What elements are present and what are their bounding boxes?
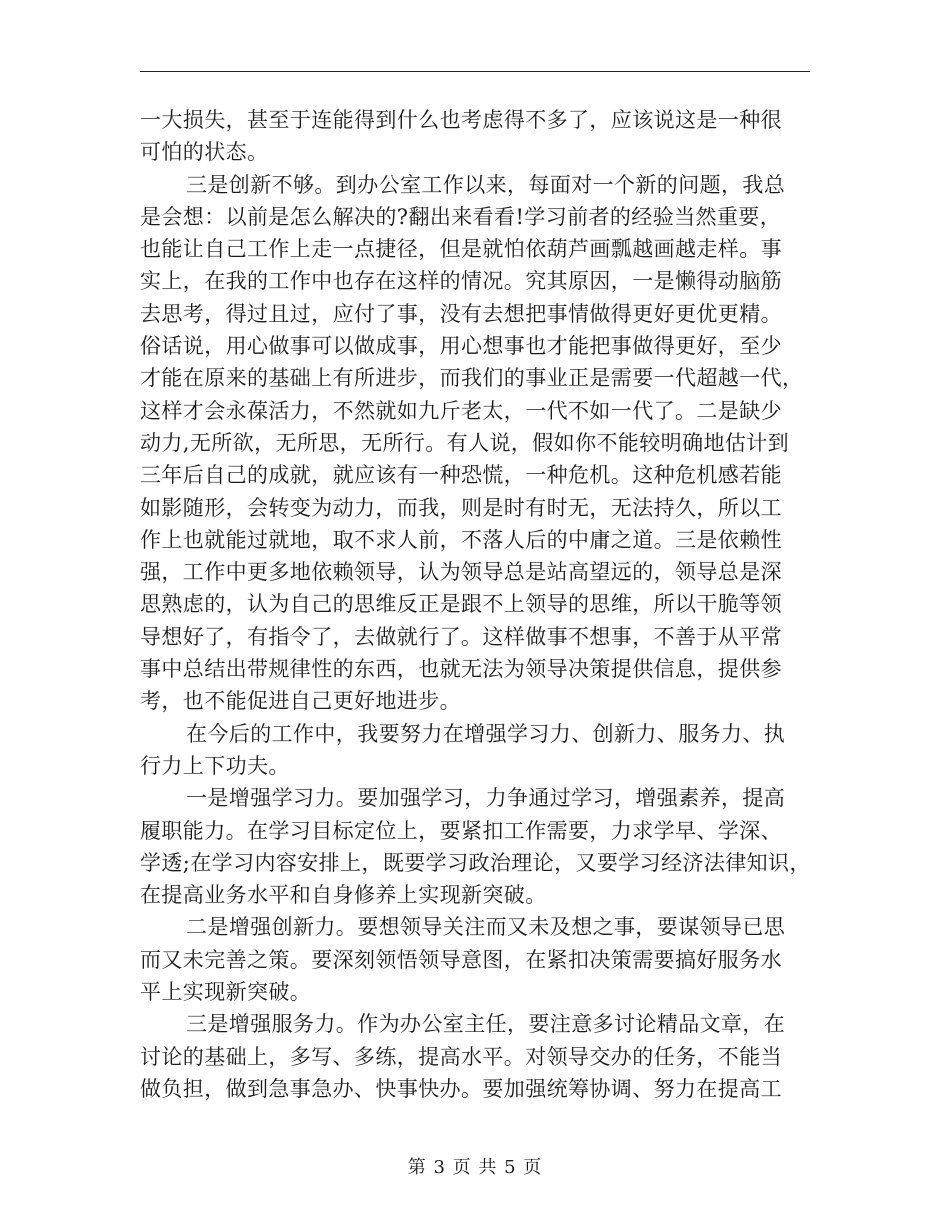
- text-line: 去思考，得过且过，应付了事，没有去想把事情做得更好更优更精。: [140, 301, 782, 326]
- paragraph-first-line: 在今后的工作中，我要努力在增强学习力、创新力、服务力、执: [186, 721, 786, 746]
- text-line: 平上实现新突破。: [140, 980, 312, 1005]
- text-line: 而又未完善之策。要深刻领悟领导意图，在紧扣决策需要搞好服务水: [140, 947, 782, 972]
- text-line: 可怕的状态。: [140, 140, 269, 165]
- text-line: 俗话说，用心做事可以做成事，用心想事也才能把事做得更好，至少: [140, 334, 782, 359]
- paragraph-first-line: 三是增强服务力。作为办公室主任，要注意多讨论精品文章，在: [186, 1012, 786, 1037]
- document-body: [140, 104, 812, 1105]
- text-line: 履职能力。在学习目标定位上，要紧扣工作需要，力求学早、学深、: [140, 818, 782, 843]
- text-line: 考，也不能促进自己更好地进步。: [140, 689, 461, 714]
- text-line: 也能让自己工作上走一点捷径，但是就怕依葫芦画瓢越画越走样。事: [140, 237, 782, 262]
- paragraph-first-line: 三是创新不够。到办公室工作以来，每面对一个新的问题，我总: [186, 172, 786, 197]
- text-line: 如影随形，会转变为动力，而我，则是时有时无，无法持久，所以工: [140, 495, 782, 520]
- text-line: 学透;在学习内容安排上，既要学习政治理论，又要学习经济法律知识，: [140, 850, 811, 875]
- text-line: 作上也就能过就地，取不求人前，不落人后的中庸之道。三是依赖性: [140, 527, 782, 552]
- header-divider: [140, 71, 810, 72]
- text-line: 这样才会永葆活力，不然就如九斤老太，一代不如一代了。二是缺少: [140, 398, 782, 423]
- paragraph-first-line: 二是增强创新力。要想领导关注而又未及想之事，要谋领导已思: [186, 915, 786, 940]
- text-line: 实上，在我的工作中也存在这样的情况。究其原因，一是懒得动脑筋: [140, 269, 782, 294]
- text-line: 才能在原来的基础上有所进步，而我们的事业正是需要一代超越一代，: [140, 366, 804, 391]
- text-line: 行力上下功夫。: [140, 753, 290, 778]
- text-line: 三年后自己的成就，就应该有一种恐慌，一种危机。这种危机感若能: [140, 463, 782, 488]
- text-line: 讨论的基础上，多写、多练，提高水平。对领导交办的任务，不能当: [140, 1044, 782, 1069]
- text-line: 事中总结出带规律性的东西，也就无法为领导决策提供信息，提供参: [140, 657, 782, 682]
- text-line: 动力,无所欲，无所思，无所行。有人说，假如你不能较明确地估计到: [140, 430, 790, 455]
- paragraph-first-line: 一是增强学习力。要加强学习，力争通过学习，增强素养，提高: [186, 786, 786, 811]
- text-line: 思熟虑的，认为自己的思维反正是跟不上领导的思维，所以干脆等领: [140, 592, 782, 617]
- text-line: 做负担，做到急事急办、快事快办。要加强统筹协调、努力在提高工: [140, 1076, 782, 1101]
- page-number-footer: 第 3 页 共 5 页: [407, 1157, 543, 1178]
- text-line: 导想好了，有指令了，去做就行了。这样做事不想事，不善于从平常: [140, 624, 782, 649]
- text-line: 一大损失，甚至于连能得到什么也考虑得不多了，应该说这是一种很: [140, 108, 782, 132]
- text-line: 是会想：以前是怎么解决的?翻出来看看!学习前者的经验当然重要，: [140, 204, 782, 229]
- text-line: 在提高业务水平和自身修养上实现新突破。: [140, 883, 547, 908]
- text-line: 强，工作中更多地依赖领导，认为领导总是站高望远的，领导总是深: [140, 560, 782, 585]
